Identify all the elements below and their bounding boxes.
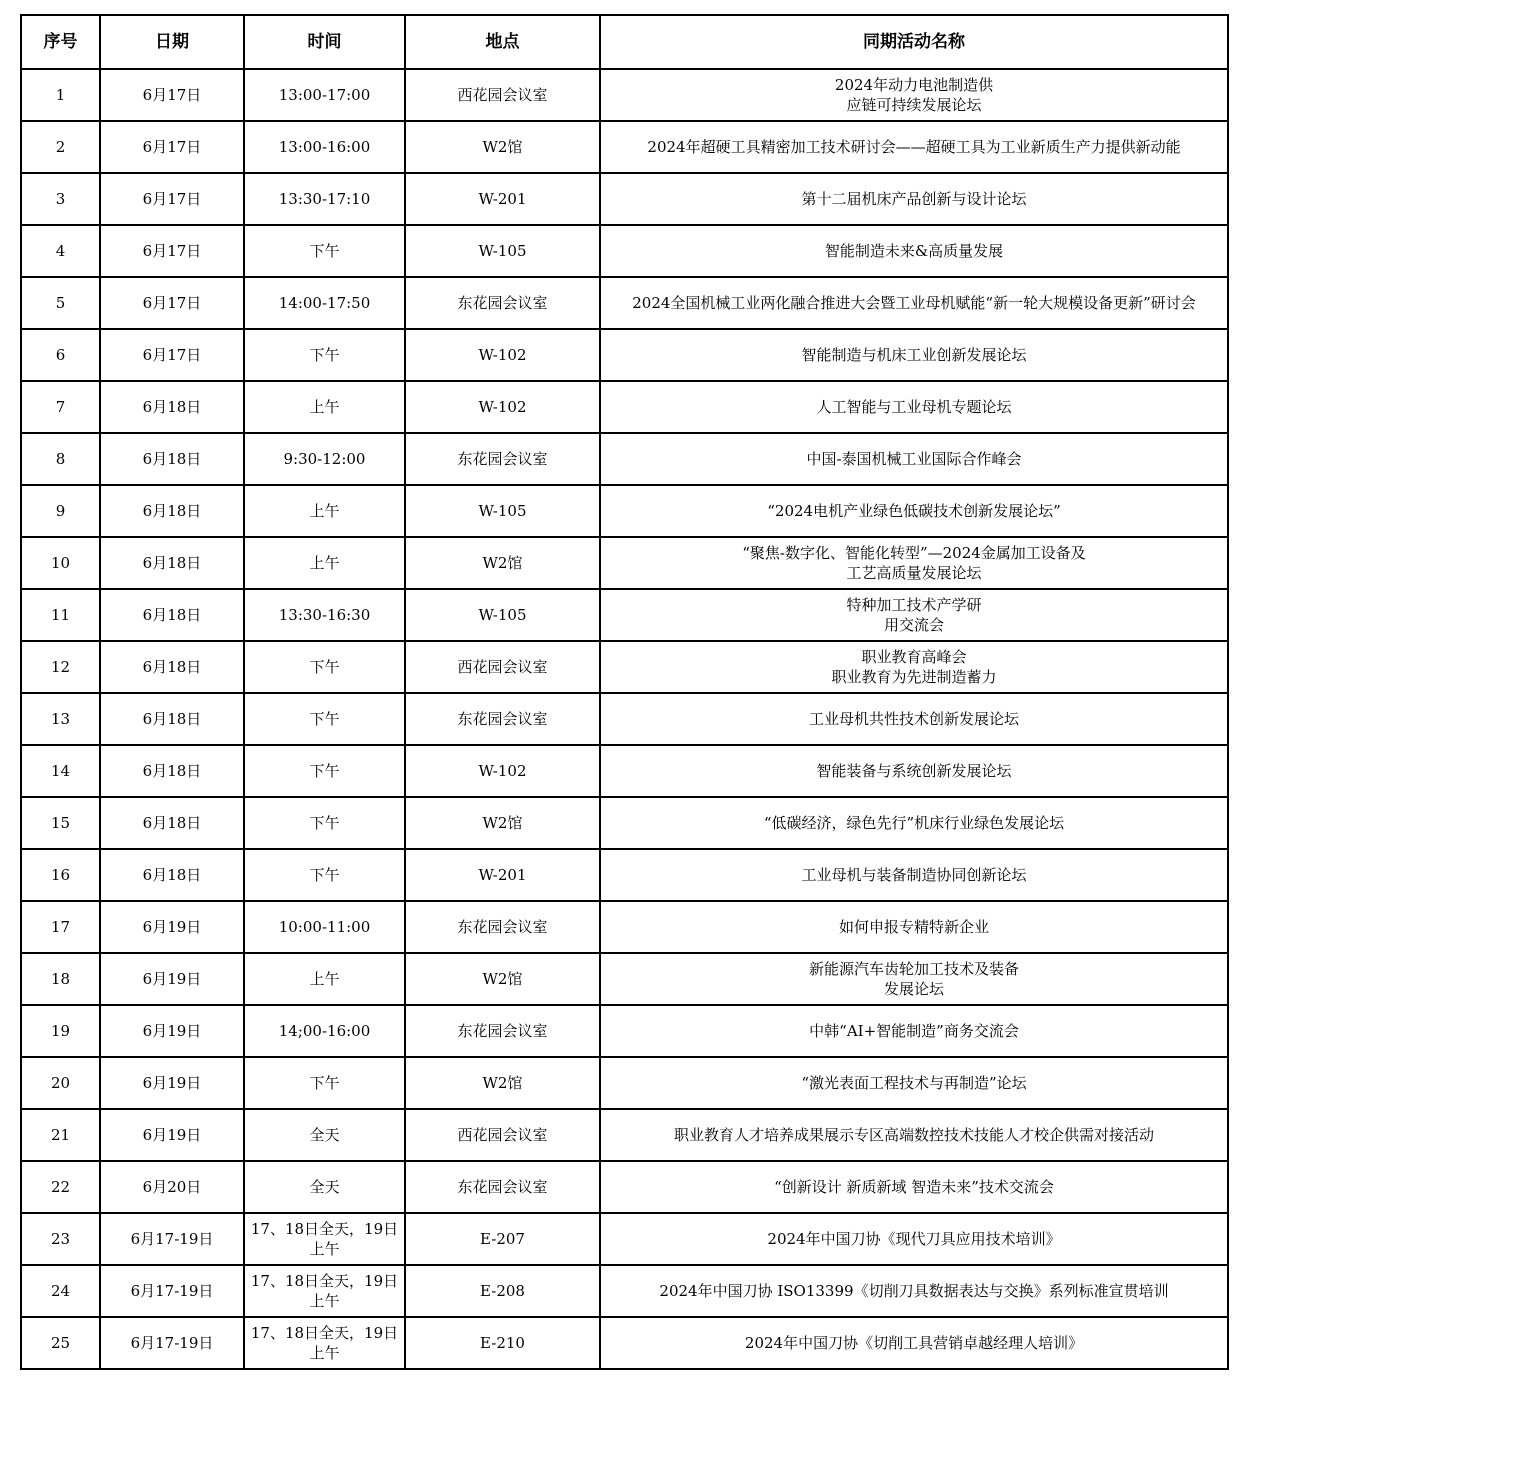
cell-activity-name: 2024年中国刀协《切削工具营销卓越经理人培训》 (600, 1317, 1228, 1369)
header-activity-name: 同期活动名称 (600, 15, 1228, 69)
cell-time: 下午 (244, 693, 405, 745)
cell-activity-name: 工业母机共性技术创新发展论坛 (600, 693, 1228, 745)
cell-date: 6月17日 (100, 277, 244, 329)
table-row (21, 1213, 1228, 1265)
cell-location: E-208 (405, 1265, 600, 1317)
cell-number: 7 (21, 381, 100, 433)
cell-number: 3 (21, 173, 100, 225)
cell-date: 6月18日 (100, 485, 244, 537)
cell-date: 6月19日 (100, 901, 244, 953)
cell-location: 西花园会议室 (405, 1109, 600, 1161)
header-number: 序号 (21, 15, 100, 69)
cell-time: 10:00-11:00 (244, 901, 405, 953)
table-row (21, 693, 1228, 745)
cell-number: 2 (21, 121, 100, 173)
cell-number: 19 (21, 1005, 100, 1057)
cell-activity-name: 智能制造未来&高质量发展 (600, 225, 1228, 277)
cell-location: W-105 (405, 485, 600, 537)
cell-time: 14;00-16:00 (244, 1005, 405, 1057)
cell-time: 全天 (244, 1161, 405, 1213)
cell-time: 上午 (244, 953, 405, 1005)
cell-activity-name: 中韩“AI+智能制造”商务交流会 (600, 1005, 1228, 1057)
table-row (21, 589, 1228, 641)
table-row (21, 485, 1228, 537)
activity-schedule-table (20, 14, 1229, 1370)
table-row (21, 1057, 1228, 1109)
cell-date: 6月18日 (100, 381, 244, 433)
cell-date: 6月18日 (100, 641, 244, 693)
cell-time: 13:00-17:00 (244, 69, 405, 121)
cell-activity-name: 第十二届机床产品创新与设计论坛 (600, 173, 1228, 225)
cell-date: 6月17-19日 (100, 1213, 244, 1265)
cell-location: 东花园会议室 (405, 277, 600, 329)
cell-number: 1 (21, 69, 100, 121)
cell-date: 6月18日 (100, 797, 244, 849)
cell-number: 24 (21, 1265, 100, 1317)
cell-date: 6月17日 (100, 329, 244, 381)
cell-location: 东花园会议室 (405, 433, 600, 485)
header-time: 时间 (244, 15, 405, 69)
cell-date: 6月19日 (100, 1109, 244, 1161)
cell-location: W-201 (405, 173, 600, 225)
table-row (21, 953, 1228, 1005)
cell-activity-name: “2024电机产业绿色低碳技术创新发展论坛” (600, 485, 1228, 537)
cell-activity-name: 智能装备与系统创新发展论坛 (600, 745, 1228, 797)
cell-time: 下午 (244, 1057, 405, 1109)
cell-activity-name: 如何申报专精特新企业 (600, 901, 1228, 953)
cell-number: 8 (21, 433, 100, 485)
table-row (21, 329, 1228, 381)
cell-location: 西花园会议室 (405, 641, 600, 693)
cell-location: W2馆 (405, 121, 600, 173)
cell-number: 14 (21, 745, 100, 797)
cell-time: 上午 (244, 537, 405, 589)
cell-number: 16 (21, 849, 100, 901)
cell-activity-name: “激光表面工程技术与再制造”论坛 (600, 1057, 1228, 1109)
cell-date: 6月17日 (100, 69, 244, 121)
cell-date: 6月18日 (100, 849, 244, 901)
cell-date: 6月17-19日 (100, 1265, 244, 1317)
cell-activity-name: 2024全国机械工业两化融合推进大会暨工业母机赋能“新一轮大规模设备更新”研讨会 (600, 277, 1228, 329)
cell-time: 14:00-17:50 (244, 277, 405, 329)
cell-location: 东花园会议室 (405, 693, 600, 745)
cell-number: 10 (21, 537, 100, 589)
cell-location: W-102 (405, 381, 600, 433)
cell-time: 17、18日全天，19日上午 (244, 1265, 405, 1317)
cell-number: 18 (21, 953, 100, 1005)
table-row (21, 1005, 1228, 1057)
cell-number: 5 (21, 277, 100, 329)
table-row (21, 745, 1228, 797)
cell-date: 6月19日 (100, 1005, 244, 1057)
table-row (21, 433, 1228, 485)
cell-location: W-201 (405, 849, 600, 901)
cell-number: 6 (21, 329, 100, 381)
cell-date: 6月17日 (100, 121, 244, 173)
cell-location: 东花园会议室 (405, 901, 600, 953)
table-row (21, 1161, 1228, 1213)
cell-time: 13:00-16:00 (244, 121, 405, 173)
table-row (21, 173, 1228, 225)
cell-time: 下午 (244, 849, 405, 901)
cell-date: 6月18日 (100, 589, 244, 641)
cell-activity-name: 2024年中国刀协 ISO13399《切削刀具数据表达与交换》系列标准宣贯培训 (600, 1265, 1228, 1317)
cell-location: 西花园会议室 (405, 69, 600, 121)
cell-number: 9 (21, 485, 100, 537)
cell-number: 20 (21, 1057, 100, 1109)
table-row (21, 1317, 1228, 1369)
cell-activity-name: “低碳经济，绿色先行”机床行业绿色发展论坛 (600, 797, 1228, 849)
cell-location: E-210 (405, 1317, 600, 1369)
cell-time: 上午 (244, 381, 405, 433)
cell-location: W2馆 (405, 953, 600, 1005)
header-location: 地点 (405, 15, 600, 69)
table-row (21, 121, 1228, 173)
cell-date: 6月18日 (100, 537, 244, 589)
table-row (21, 1109, 1228, 1161)
cell-number: 13 (21, 693, 100, 745)
table-header (21, 15, 1228, 69)
cell-activity-name: 智能制造与机床工业创新发展论坛 (600, 329, 1228, 381)
cell-time: 17、18日全天，19日上午 (244, 1213, 405, 1265)
cell-activity-name: 新能源汽车齿轮加工技术及装备 发展论坛 (600, 953, 1228, 1005)
cell-activity-name: “聚焦-数字化、智能化转型”—2024金属加工设备及 工艺高质量发展论坛 (600, 537, 1228, 589)
header-date: 日期 (100, 15, 244, 69)
table-row (21, 641, 1228, 693)
cell-activity-name: 职业教育人才培养成果展示专区高端数控技术技能人才校企供需对接活动 (600, 1109, 1228, 1161)
table-row (21, 849, 1228, 901)
cell-location: W-102 (405, 329, 600, 381)
cell-time: 9:30-12:00 (244, 433, 405, 485)
cell-location: W-105 (405, 589, 600, 641)
cell-time: 下午 (244, 329, 405, 381)
table-row (21, 381, 1228, 433)
cell-time: 13:30-16:30 (244, 589, 405, 641)
cell-number: 4 (21, 225, 100, 277)
header-row (21, 15, 1228, 69)
cell-date: 6月18日 (100, 693, 244, 745)
table-row (21, 69, 1228, 121)
cell-activity-name: 工业母机与装备制造协同创新论坛 (600, 849, 1228, 901)
cell-date: 6月17日 (100, 225, 244, 277)
cell-time: 13:30-17:10 (244, 173, 405, 225)
cell-time: 下午 (244, 797, 405, 849)
table-row (21, 1265, 1228, 1317)
cell-activity-name: 2024年动力电池制造供 应链可持续发展论坛 (600, 69, 1228, 121)
cell-activity-name: 特种加工技术产学研 用交流会 (600, 589, 1228, 641)
table-body (21, 69, 1228, 1369)
table-row (21, 537, 1228, 589)
cell-activity-name: 人工智能与工业母机专题论坛 (600, 381, 1228, 433)
table-row (21, 797, 1228, 849)
cell-date: 6月18日 (100, 433, 244, 485)
cell-date: 6月19日 (100, 953, 244, 1005)
cell-activity-name: “创新设计 新质新域 智造未来”技术交流会 (600, 1161, 1228, 1213)
cell-date: 6月19日 (100, 1057, 244, 1109)
cell-time: 上午 (244, 485, 405, 537)
table-row (21, 225, 1228, 277)
cell-location: E-207 (405, 1213, 600, 1265)
cell-location: W2馆 (405, 537, 600, 589)
cell-time: 下午 (244, 641, 405, 693)
cell-date: 6月17-19日 (100, 1317, 244, 1369)
cell-number: 22 (21, 1161, 100, 1213)
table-row (21, 277, 1228, 329)
table-row (21, 901, 1228, 953)
cell-activity-name: 2024年中国刀协《现代刀具应用技术培训》 (600, 1213, 1228, 1265)
cell-number: 17 (21, 901, 100, 953)
cell-time: 17、18日全天，19日上午 (244, 1317, 405, 1369)
cell-number: 23 (21, 1213, 100, 1265)
cell-location: W-105 (405, 225, 600, 277)
cell-date: 6月17日 (100, 173, 244, 225)
cell-activity-name: 中国-泰国机械工业国际合作峰会 (600, 433, 1228, 485)
cell-time: 下午 (244, 225, 405, 277)
cell-number: 25 (21, 1317, 100, 1369)
cell-location: W2馆 (405, 1057, 600, 1109)
cell-location: 东花园会议室 (405, 1161, 600, 1213)
cell-time: 全天 (244, 1109, 405, 1161)
cell-number: 11 (21, 589, 100, 641)
cell-location: W2馆 (405, 797, 600, 849)
cell-number: 12 (21, 641, 100, 693)
cell-date: 6月20日 (100, 1161, 244, 1213)
cell-number: 15 (21, 797, 100, 849)
cell-activity-name: 2024年超硬工具精密加工技术研讨会——超硬工具为工业新质生产力提供新动能 (600, 121, 1228, 173)
cell-location: 东花园会议室 (405, 1005, 600, 1057)
cell-location: W-102 (405, 745, 600, 797)
cell-number: 21 (21, 1109, 100, 1161)
cell-time: 下午 (244, 745, 405, 797)
cell-activity-name: 职业教育高峰会 职业教育为先进制造蓄力 (600, 641, 1228, 693)
cell-date: 6月18日 (100, 745, 244, 797)
